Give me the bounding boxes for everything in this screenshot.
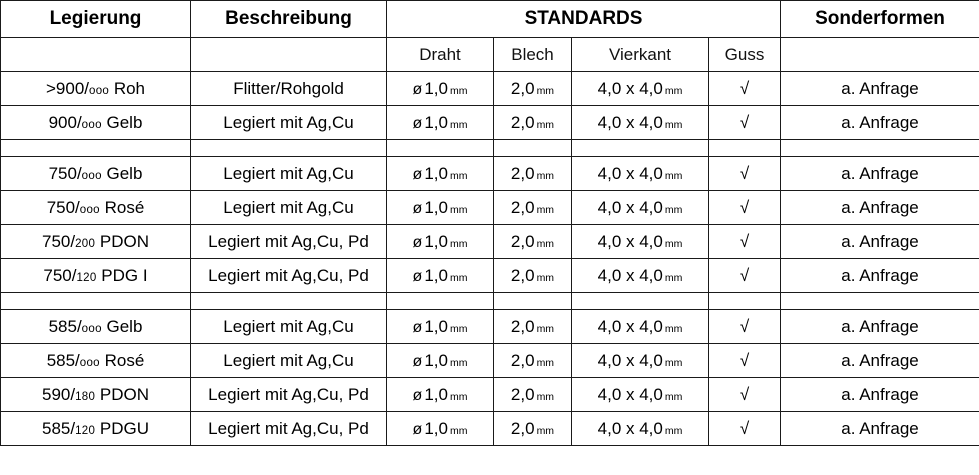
sub-header-draht: Draht — [387, 38, 494, 72]
blech-value: 2,0 — [510, 316, 535, 336]
cell-vierkant — [572, 378, 709, 412]
cell-draht — [387, 310, 494, 344]
table-row — [1, 191, 979, 225]
unit-label: mm — [536, 169, 555, 182]
alloy-name: PDG I — [96, 265, 148, 285]
cell-guss — [709, 412, 781, 446]
cell-legierung — [1, 378, 191, 412]
unit-label: mm — [664, 356, 683, 369]
vierkant-value: 4,0 x 4,0 — [597, 316, 663, 336]
cell-beschreibung: Legiert mit Ag,Cu, Pd — [191, 259, 387, 293]
vierkant-value: 4,0 x 4,0 — [597, 78, 663, 98]
cell-legierung — [1, 157, 191, 191]
cell-draht — [387, 106, 494, 140]
unit-label: mm — [449, 271, 468, 284]
sub-header-vierkant: Vierkant — [572, 38, 709, 72]
cell-legierung — [1, 344, 191, 378]
alloy-name: Gelb — [101, 112, 143, 132]
cell-beschreibung: Legiert mit Ag,Cu — [191, 106, 387, 140]
draht-value: 1,0 — [424, 197, 448, 217]
alloy-grade-suffix: 200 — [75, 237, 96, 250]
unit-label: mm — [664, 322, 683, 335]
blech-value: 2,0 — [510, 112, 535, 132]
vierkant-value: 4,0 x 4,0 — [597, 265, 663, 285]
alloy-name: Rosé — [99, 350, 145, 370]
cell-beschreibung — [191, 293, 387, 310]
table-header-row-main — [1, 1, 979, 38]
unit-label: mm — [664, 84, 683, 97]
vierkant-value: 4,0 x 4,0 — [597, 418, 663, 438]
cell-guss — [709, 344, 781, 378]
table-row — [1, 106, 979, 140]
cell-sonderformen: a. Anfrage — [781, 72, 979, 106]
cell-vierkant — [572, 106, 709, 140]
vierkant-value: 4,0 x 4,0 — [597, 231, 663, 251]
cell-draht — [387, 293, 494, 310]
unit-label: mm — [536, 84, 555, 97]
cell-sonderformen: a. Anfrage — [781, 106, 979, 140]
cell-vierkant — [572, 140, 709, 157]
table-spacer-row — [1, 140, 979, 157]
cell-beschreibung: Legiert mit Ag,Cu, Pd — [191, 378, 387, 412]
alloy-name: PDON — [95, 231, 150, 251]
column-header-beschreibung: Beschreibung — [191, 1, 387, 38]
unit-label: mm — [449, 356, 468, 369]
alloy-grade: >900/ — [45, 78, 89, 98]
blech-value: 2,0 — [510, 197, 535, 217]
cell-beschreibung: Legiert mit Ag,Cu — [191, 157, 387, 191]
cell-blech — [494, 157, 572, 191]
diameter-icon: ø — [412, 267, 423, 285]
vierkant-value: 4,0 x 4,0 — [597, 384, 663, 404]
blech-value: 2,0 — [510, 163, 535, 183]
diameter-icon: ø — [412, 352, 423, 370]
cell-sonderformen: a. Anfrage — [781, 225, 979, 259]
draht-value: 1,0 — [424, 384, 448, 404]
cell-legierung — [1, 191, 191, 225]
cell-blech — [494, 191, 572, 225]
unit-label: mm — [536, 118, 555, 131]
diameter-icon: ø — [412, 165, 423, 183]
diameter-icon: ø — [412, 386, 423, 404]
check-icon: √ — [739, 384, 750, 404]
alloy-grade-suffix: ooo — [81, 118, 102, 131]
sub-header-beschreibung-empty — [191, 38, 387, 72]
table-row — [1, 157, 979, 191]
alloy-grade: 585/ — [41, 418, 76, 438]
diameter-icon: ø — [412, 114, 423, 132]
alloy-grade-suffix: ooo — [89, 84, 110, 97]
cell-guss — [709, 225, 781, 259]
cell-beschreibung: Legiert mit Ag,Cu — [191, 310, 387, 344]
table-row — [1, 72, 979, 106]
unit-label: mm — [449, 390, 468, 403]
diameter-icon: ø — [412, 233, 423, 251]
table-spacer-row — [1, 293, 979, 310]
check-icon: √ — [739, 112, 750, 132]
cell-sonderformen: a. Anfrage — [781, 157, 979, 191]
cell-beschreibung: Legiert mit Ag,Cu — [191, 344, 387, 378]
draht-value: 1,0 — [424, 350, 448, 370]
cell-draht — [387, 72, 494, 106]
cell-sonderformen: a. Anfrage — [781, 344, 979, 378]
blech-value: 2,0 — [510, 384, 535, 404]
cell-legierung — [1, 293, 191, 310]
cell-blech — [494, 344, 572, 378]
cell-guss — [709, 259, 781, 293]
diameter-icon: ø — [412, 420, 423, 438]
cell-vierkant — [572, 72, 709, 106]
unit-label: mm — [449, 169, 468, 182]
check-icon: √ — [739, 350, 750, 370]
alloy-name: PDON — [95, 384, 150, 404]
alloy-grade: 750/ — [46, 197, 80, 217]
table-row — [1, 344, 979, 378]
alloy-name: Gelb — [101, 163, 143, 183]
alloy-grade-suffix: 120 — [76, 271, 97, 284]
column-header-sonderformen: Sonderformen — [781, 1, 979, 38]
unit-label: mm — [449, 118, 468, 131]
diameter-icon: ø — [412, 80, 423, 98]
cell-vierkant — [572, 191, 709, 225]
cell-legierung — [1, 259, 191, 293]
check-icon: √ — [739, 163, 750, 183]
cell-draht — [387, 140, 494, 157]
blech-value: 2,0 — [510, 350, 535, 370]
unit-label: mm — [536, 424, 555, 437]
cell-beschreibung: Legiert mit Ag,Cu, Pd — [191, 412, 387, 446]
alloy-grade-suffix: 120 — [75, 424, 96, 437]
unit-label: mm — [449, 322, 468, 335]
unit-label: mm — [449, 203, 468, 216]
alloy-name: PDGU — [95, 418, 150, 438]
column-header-legierung: Legierung — [1, 1, 191, 38]
unit-label: mm — [664, 237, 683, 250]
cell-vierkant — [572, 310, 709, 344]
unit-label: mm — [536, 322, 555, 335]
alloy-grade-suffix: ooo — [81, 169, 102, 182]
cell-blech — [494, 293, 572, 310]
alloy-grade: 585/ — [48, 316, 82, 336]
cell-sonderformen: a. Anfrage — [781, 259, 979, 293]
diameter-icon: ø — [412, 199, 423, 217]
cell-guss — [709, 293, 781, 310]
cell-vierkant — [572, 259, 709, 293]
cell-draht — [387, 157, 494, 191]
cell-vierkant — [572, 225, 709, 259]
cell-sonderformen — [781, 140, 979, 157]
cell-beschreibung — [191, 140, 387, 157]
table-header-row-sub — [1, 38, 979, 72]
check-icon: √ — [739, 78, 750, 98]
cell-legierung — [1, 310, 191, 344]
cell-vierkant — [572, 293, 709, 310]
cell-sonderformen: a. Anfrage — [781, 378, 979, 412]
cell-legierung — [1, 106, 191, 140]
blech-value: 2,0 — [510, 265, 535, 285]
cell-blech — [494, 72, 572, 106]
unit-label: mm — [536, 271, 555, 284]
cell-sonderformen — [781, 293, 979, 310]
cell-beschreibung: Legiert mit Ag,Cu, Pd — [191, 225, 387, 259]
unit-label: mm — [536, 237, 555, 250]
alloy-grade: 750/ — [43, 265, 77, 285]
alloy-grade-suffix: ooo — [79, 356, 100, 369]
cell-guss — [709, 157, 781, 191]
diameter-icon: ø — [412, 318, 423, 336]
unit-label: mm — [536, 390, 555, 403]
check-icon: √ — [739, 418, 750, 438]
vierkant-value: 4,0 x 4,0 — [597, 163, 663, 183]
draht-value: 1,0 — [424, 316, 448, 336]
table-row — [1, 225, 979, 259]
table-row — [1, 310, 979, 344]
alloy-grade-suffix: ooo — [81, 322, 102, 335]
cell-guss — [709, 310, 781, 344]
unit-label: mm — [664, 271, 683, 284]
cell-guss — [709, 378, 781, 412]
draht-value: 1,0 — [424, 78, 448, 98]
unit-label: mm — [449, 424, 468, 437]
unit-label: mm — [664, 169, 683, 182]
table-row — [1, 259, 979, 293]
cell-draht — [387, 378, 494, 412]
check-icon: √ — [739, 197, 750, 217]
cell-sonderformen: a. Anfrage — [781, 310, 979, 344]
vierkant-value: 4,0 x 4,0 — [597, 350, 663, 370]
alloy-name: Gelb — [101, 316, 143, 336]
alloy-grade-suffix: 180 — [75, 390, 96, 403]
alloy-grade: 750/ — [41, 231, 76, 251]
cell-blech — [494, 106, 572, 140]
sub-header-sonderformen-empty — [781, 38, 979, 72]
unit-label: mm — [664, 118, 683, 131]
cell-legierung — [1, 72, 191, 106]
cell-legierung — [1, 140, 191, 157]
cell-blech — [494, 225, 572, 259]
cell-sonderformen: a. Anfrage — [781, 412, 979, 446]
draht-value: 1,0 — [424, 112, 448, 132]
cell-guss — [709, 106, 781, 140]
cell-guss — [709, 140, 781, 157]
alloy-grade: 590/ — [41, 384, 76, 404]
cell-draht — [387, 259, 494, 293]
column-header-standards: STANDARDS — [387, 1, 781, 38]
unit-label: mm — [449, 84, 468, 97]
alloy-grade: 900/ — [48, 112, 82, 132]
vierkant-value: 4,0 x 4,0 — [597, 197, 663, 217]
draht-value: 1,0 — [424, 265, 448, 285]
unit-label: mm — [664, 390, 683, 403]
unit-label: mm — [664, 203, 683, 216]
sub-header-blech: Blech — [494, 38, 572, 72]
cell-blech — [494, 412, 572, 446]
table-row — [1, 378, 979, 412]
check-icon: √ — [739, 265, 750, 285]
cell-guss — [709, 191, 781, 225]
check-icon: √ — [739, 231, 750, 251]
cell-blech — [494, 378, 572, 412]
cell-blech — [494, 310, 572, 344]
blech-value: 2,0 — [510, 78, 535, 98]
cell-draht — [387, 412, 494, 446]
table-row — [1, 412, 979, 446]
alloy-grade: 585/ — [46, 350, 80, 370]
cell-legierung — [1, 225, 191, 259]
check-icon: √ — [739, 316, 750, 336]
alloy-grade-suffix: ooo — [79, 203, 100, 216]
vierkant-value: 4,0 x 4,0 — [597, 112, 663, 132]
cell-draht — [387, 344, 494, 378]
unit-label: mm — [536, 356, 555, 369]
sub-header-guss: Guss — [709, 38, 781, 72]
unit-label: mm — [664, 424, 683, 437]
cell-vierkant — [572, 412, 709, 446]
blech-value: 2,0 — [510, 231, 535, 251]
cell-vierkant — [572, 157, 709, 191]
unit-label: mm — [536, 203, 555, 216]
cell-blech — [494, 259, 572, 293]
draht-value: 1,0 — [424, 231, 448, 251]
alloy-grade: 750/ — [48, 163, 82, 183]
cell-legierung — [1, 412, 191, 446]
cell-beschreibung: Legiert mit Ag,Cu — [191, 191, 387, 225]
cell-sonderformen: a. Anfrage — [781, 191, 979, 225]
cell-vierkant — [572, 344, 709, 378]
alloy-name: Roh — [109, 78, 146, 98]
cell-draht — [387, 225, 494, 259]
cell-blech — [494, 140, 572, 157]
unit-label: mm — [449, 237, 468, 250]
cell-guss — [709, 72, 781, 106]
cell-draht — [387, 191, 494, 225]
cell-beschreibung: Flitter/Rohgold — [191, 72, 387, 106]
sub-header-legierung-empty — [1, 38, 191, 72]
draht-value: 1,0 — [424, 418, 448, 438]
alloy-name: Rosé — [99, 197, 145, 217]
draht-value: 1,0 — [424, 163, 448, 183]
blech-value: 2,0 — [510, 418, 535, 438]
